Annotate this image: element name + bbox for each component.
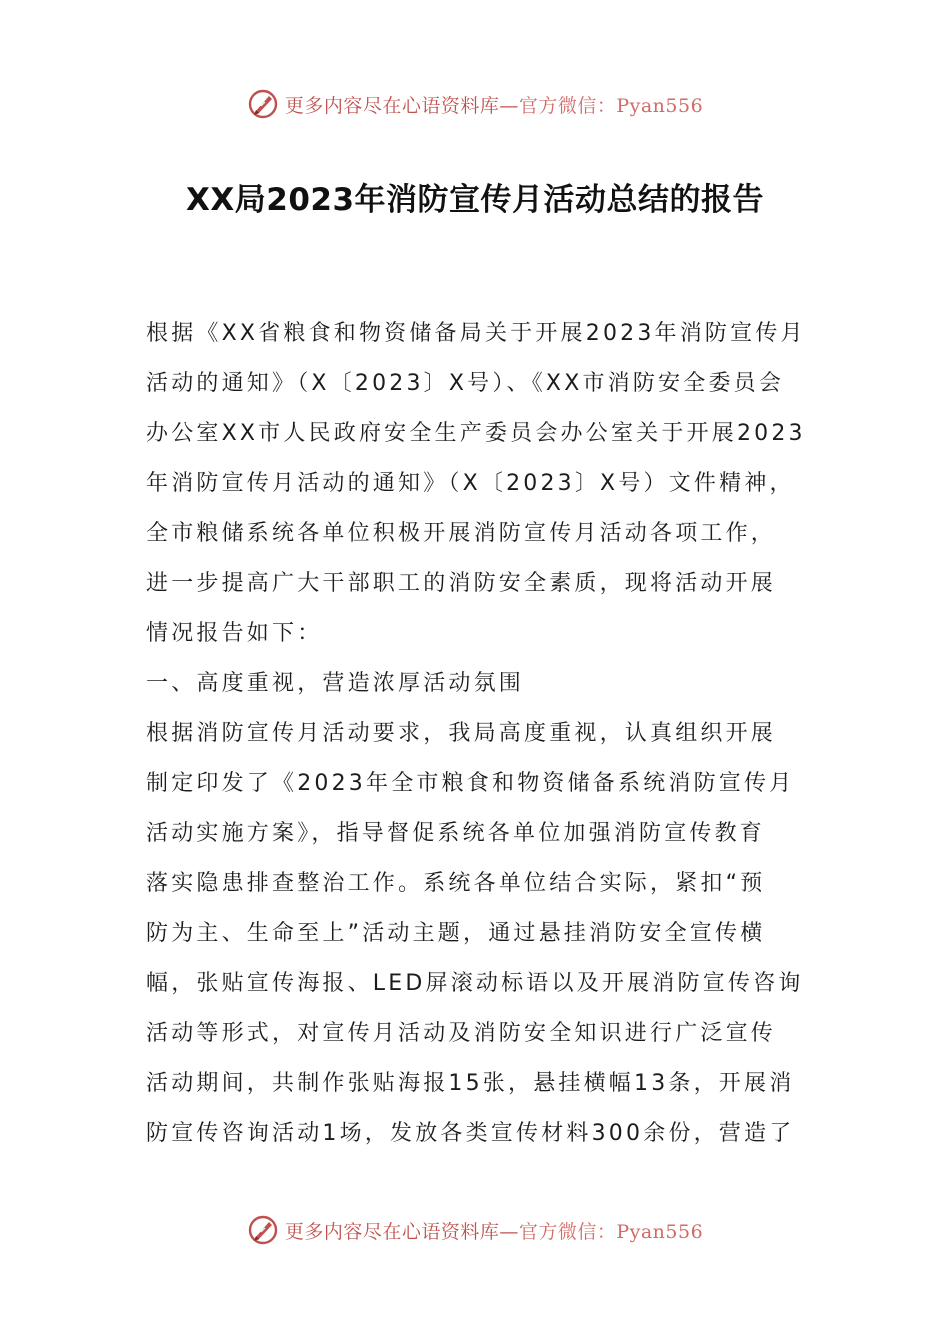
document-title: XX局2023年消防宣传月活动总结的报告 [185,182,765,218]
body-line: 活动实施方案》，指导督促系统各单位加强消防宣传教育 [146,821,766,846]
body-line: 进一步提高广大干部职工的消防安全素质，现将活动开展 [146,571,777,596]
body-line: 幅，张贴宣传海报、LED屏滚动标语以及开展消防宣传咨询 [146,971,804,996]
body-line: 情况报告如下： [146,621,323,646]
quill-logo-icon [247,88,279,120]
body-line: 活动等形式，对宣传月活动及消防安全知识进行广泛宣传 [146,1021,777,1046]
quill-logo-icon [247,1214,279,1246]
watermark-text: 更多内容尽在心语资料库—官方微信：Pyan556 [284,1220,704,1243]
body-line: 防为主、生命至上”活动主题，通过悬挂消防安全宣传横 [146,921,766,946]
body-line: 活动期间，共制作张贴海报15张，悬挂横幅13条，开展消 [146,1071,795,1096]
body-line: 根据消防宣传月活动要求，我局高度重视，认真组织开展 [146,721,777,746]
body-line: 全市粮储系统各单位积极开展消防宣传月活动各项工作， [146,521,777,546]
body-line: 防宣传咨询活动1场，发放各类宣传材料300余份，营造了 [146,1121,795,1146]
watermark-text: 更多内容尽在心语资料库—官方微信：Pyan556 [284,94,704,117]
footer-watermark-banner [0,1210,950,1250]
document-body [146,312,810,1162]
body-line: 落实隐患排查整治工作。系统各单位结合实际，紧扣“预 [146,871,766,896]
body-line: 根据《XX省粮食和物资储备局关于开展2023年消防宣传月 [146,321,806,346]
body-line: 办公室XX市人民政府安全生产委员会办公室关于开展2023 [146,421,806,446]
section-heading: 一、高度重视，营造浓厚活动氛围 [146,671,525,696]
body-line: 制定印发了《2023年全市粮食和物资储备系统消防宣传月 [146,771,795,796]
body-line: 活动的通知》（X〔2023〕X号）、《XX市消防安全委员会 [146,371,785,396]
header-watermark-banner [0,84,950,124]
body-line: 年消防宣传月活动的通知》（X〔2023〕X号）文件精神， [146,471,795,496]
